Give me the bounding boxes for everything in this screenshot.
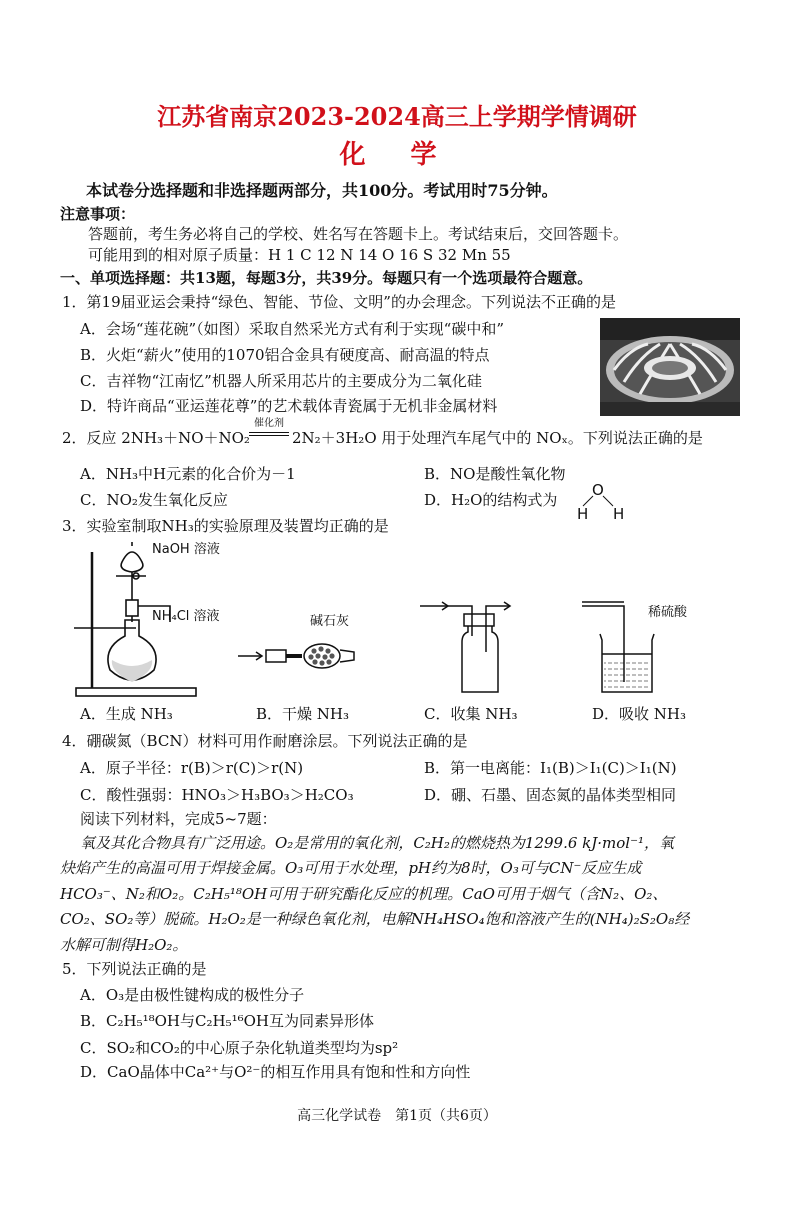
- q2-option-b: B．NO是酸性氧化物: [424, 465, 566, 483]
- page-footer: 高三化学试卷 第1页（共6页）: [297, 1108, 497, 1124]
- reading-paragraph-line: 氧及其化合物具有广泛用途。O₂是常用的氧化剂，C₂H₂的燃烧热为1299.6 kJ·mol⁻¹，氧: [80, 834, 675, 852]
- reading-paragraph-line: 水解可制得H₂O₂。: [60, 936, 188, 954]
- q1-option-d: D．特许商品“亚运莲花尊”的艺术载体青瓷属于无机非金属材料: [80, 397, 498, 415]
- q4-option-c: C．酸性强弱：HNO₃＞H₃BO₃＞H₂CO₃: [80, 786, 354, 804]
- q5-stem: 5．下列说法正确的是: [62, 960, 207, 978]
- subject-title: 化 学: [339, 140, 455, 170]
- q4-option-d: D．硼、石墨、固态氮的晶体类型相同: [424, 786, 677, 804]
- q2-option-d: D．H₂O的结构式为: [424, 491, 558, 509]
- catalyst-label: 催化剂: [254, 418, 284, 429]
- q1-stem: 1．第19届亚运会秉持“绿色、智能、节俭、文明”的办会理念。下列说法不正确的是: [62, 293, 616, 311]
- q3-option-c: C．收集 NH₃: [424, 705, 518, 723]
- q2-option-a: A．NH₃中H元素的化合价为－1: [80, 465, 296, 483]
- q5-option-c: C．SO₂和CO₂的中心原子杂化轨道类型均为sp²: [80, 1039, 399, 1057]
- reading-paragraph-line: CO₂、SO₂等）脱硫。H₂O₂是一种绿色氧化剂，电解NH₄HSO₄饱和溶液产生的(NH₄)₂S₂O₈经: [60, 910, 690, 928]
- structure-o: O: [592, 481, 604, 499]
- atomic-mass-line: 可能用到的相对原子质量：H 1 C 12 N 14 O 16 S 32 Mn 55: [88, 246, 511, 264]
- structure-h-right: H: [613, 505, 625, 523]
- reaction-equals-sign: [249, 432, 289, 436]
- apparatus-c-gas-bottle: [418, 598, 514, 698]
- q4-option-b: B．第一电离能：I₁(B)＞I₁(C)＞I₁(N): [424, 759, 677, 777]
- water-bond-lines: [576, 494, 626, 508]
- notes-line: 答题前，考生务必将自己的学校、姓名写在答题卡上。考试结束后，交回答题卡。: [88, 225, 629, 243]
- lotus-stadium-photo: [600, 318, 740, 416]
- q2-stem-post: 2N₂＋3H₂O 用于处理汽车尾气中的 NOₓ。下列说法正确的是: [292, 429, 703, 447]
- q1-option-c: C．吉祥物“江南忆”机器人所采用芯片的主要成分为二氧化硅: [80, 372, 482, 390]
- exam-title: 江苏省南京2023-2024高三上学期学情调研: [157, 102, 637, 131]
- q3-option-a: A．生成 NH₃: [80, 705, 173, 723]
- section-heading: 一、单项选择题：共13题，每题3分，共39分。每题只有一个选项最符合题意。: [60, 269, 593, 287]
- q2-stem-pre: 2．反应 2NH₃＋NO＋NO₂: [62, 429, 250, 447]
- q2-option-c: C．NO₂发生氧化反应: [80, 491, 228, 509]
- q5-option-a: A．O₃是由极性键构成的极性分子: [80, 986, 305, 1004]
- label-soda-lime: 碱石灰: [310, 614, 350, 629]
- apparatus-b-drying-tube: [236, 630, 366, 674]
- q4-option-a: A．原子半径：r(B)＞r(C)＞r(N): [80, 759, 304, 777]
- label-nh4cl: NH₄Cl 溶液: [152, 609, 220, 624]
- q4-stem: 4．硼碳氮（BCN）材料可用作耐磨涂层。下列说法正确的是: [62, 732, 468, 750]
- reading-intro: 阅读下列材料，完成5~7题：: [80, 810, 277, 828]
- q3-option-d: D．吸收 NH₃: [592, 705, 687, 723]
- q1-option-a: A．会场“莲花碗”（如图）采取自然采光方式有利于实现“碳中和”: [80, 320, 505, 338]
- q3-stem: 3．实验室制取NH₃的实验原理及装置均正确的是: [62, 517, 389, 535]
- q1-option-b: B．火炬“薪火”使用的1070铝合金具有硬度高、耐高温的特点: [80, 346, 490, 364]
- q5-option-d: D．CaO晶体中Ca²⁺与O²⁻的相互作用具有饱和性和方向性: [80, 1063, 471, 1081]
- notes-heading: 注意事项：: [60, 205, 136, 223]
- label-dilute-acid: 稀硫酸: [648, 605, 688, 620]
- reading-paragraph-line: 炔焰产生的高温可用于焊接金属。O₃可用于水处理，pH约为8时，O₃可与CN⁻反应生成: [60, 859, 642, 877]
- label-naoh: NaOH 溶液: [152, 542, 220, 557]
- q5-option-b: B．C₂H₅¹⁸OH与C₂H₅¹⁶OH互为同素异形体: [80, 1012, 375, 1030]
- structure-h-left: H: [577, 505, 589, 523]
- q3-option-b: B．干燥 NH₃: [256, 705, 350, 723]
- intro-line: 本试卷分选择题和非选择题两部分，共100分。考试用时75分钟。: [86, 181, 558, 200]
- reading-paragraph-line: HCO₃⁻、N₂和O₂。C₂H₅¹⁸OH可用于研究酯化反应的机理。CaO可用于烟气（含N₂、O₂、: [60, 885, 668, 903]
